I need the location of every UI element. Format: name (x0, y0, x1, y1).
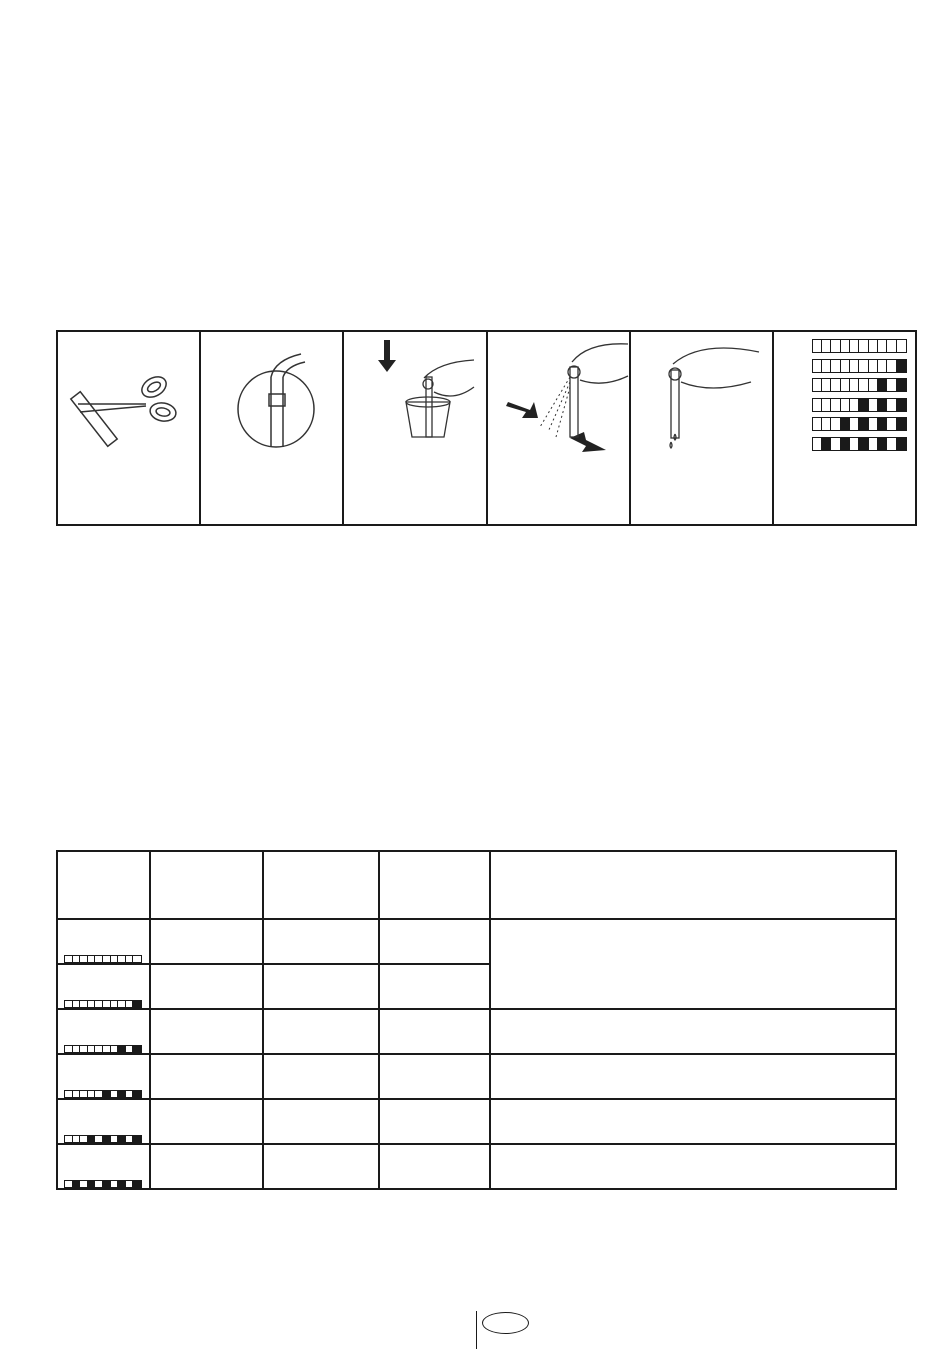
water-hardness-table (56, 850, 897, 1190)
test-strip (812, 417, 907, 431)
table-cell (263, 1099, 379, 1144)
table-cell (379, 919, 490, 964)
table-cell (490, 1054, 896, 1099)
shake-strip-icon (488, 332, 630, 524)
language-badge (482, 1312, 529, 1334)
table-row (57, 1009, 896, 1054)
test-strip (64, 1090, 142, 1098)
table-header-row (57, 851, 896, 919)
test-strip (64, 955, 142, 963)
table-row (57, 1099, 896, 1144)
header-col-3 (263, 851, 379, 919)
table-row (57, 919, 896, 964)
table-cell (379, 964, 490, 1009)
step-running-water (201, 332, 344, 524)
table-cell (150, 1099, 263, 1144)
test-strip (64, 1000, 142, 1008)
table-cell (150, 919, 263, 964)
tap-water-icon (201, 332, 342, 524)
test-procedure-illustration (56, 330, 917, 526)
table-cell (150, 964, 263, 1009)
table-cell (490, 1009, 896, 1054)
table-cell (150, 1009, 263, 1054)
test-strip (64, 1135, 142, 1143)
table-row (57, 1144, 896, 1189)
table-cell (263, 964, 379, 1009)
table-cell (379, 1099, 490, 1144)
table-cell (379, 1144, 490, 1189)
test-strip (812, 359, 907, 373)
table-cell (490, 1144, 896, 1189)
table-cell (379, 1054, 490, 1099)
table-cell (150, 1054, 263, 1099)
scissors-strip-icon (58, 332, 192, 524)
test-strip (812, 398, 907, 412)
table-cell (263, 1054, 379, 1099)
header-col-5 (490, 851, 896, 919)
step-wait (631, 332, 774, 524)
row-strip (57, 1144, 150, 1189)
table-cell (490, 1099, 896, 1144)
step-dip-strip (344, 332, 487, 524)
header-strip (57, 851, 150, 919)
dip-strip-glass-icon (344, 332, 486, 524)
table-cell (150, 1144, 263, 1189)
table-cell-merged (490, 919, 896, 1009)
table-cell (263, 1009, 379, 1054)
table-cell (263, 919, 379, 964)
page-divider (476, 1311, 477, 1349)
header-col-4 (379, 851, 490, 919)
row-strip (57, 1099, 150, 1144)
test-strip (812, 339, 907, 353)
test-strip (812, 437, 907, 451)
table-row (57, 1054, 896, 1099)
test-strip (812, 378, 907, 392)
table-cell (263, 1144, 379, 1189)
step-cut-strip (58, 332, 201, 524)
step-shake-strip (488, 332, 631, 524)
row-strip (57, 1054, 150, 1099)
table-cell (379, 1009, 490, 1054)
row-strip (57, 964, 150, 1009)
wait-strip-icon (631, 332, 774, 524)
row-strip (57, 1009, 150, 1054)
header-col-2 (150, 851, 263, 919)
test-strip (64, 1045, 142, 1053)
test-strip (64, 1180, 142, 1188)
row-strip (57, 919, 150, 964)
step-compare-scale (774, 332, 915, 524)
